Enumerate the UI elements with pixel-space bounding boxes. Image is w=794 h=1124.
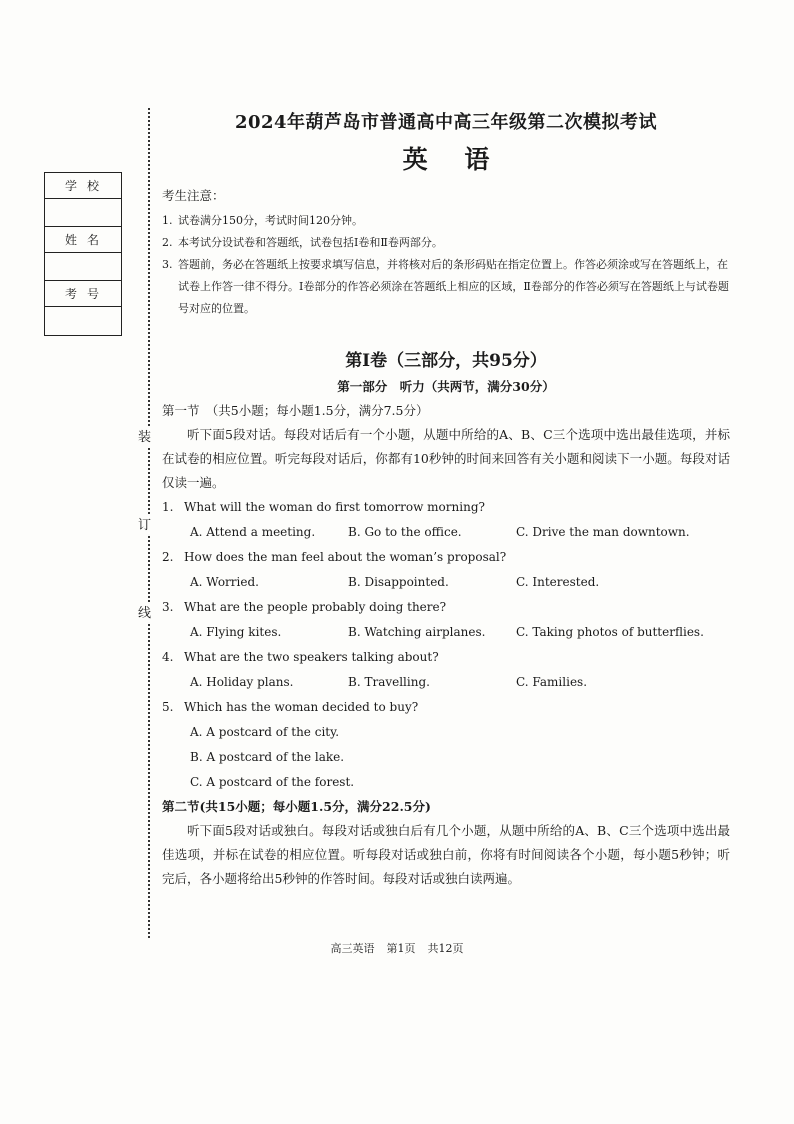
option-c: C. Drive the man downtown. (516, 525, 690, 539)
question-3 (162, 595, 730, 645)
option-a: A. Flying kites. (190, 625, 282, 639)
footer-total: 共12页 (427, 942, 464, 955)
question-text: What are the two speakers talking about? (184, 650, 439, 664)
notice-text: 试卷满分150分，考试时间120分钟。 (178, 214, 363, 227)
option-c: C. Taking photos of butterflies. (516, 625, 704, 639)
question-text: What are the people probably doing there? (184, 600, 447, 614)
option-a: A. A postcard of the city. (190, 725, 340, 739)
question-text: Which has the woman decided to buy? (184, 700, 419, 714)
footer-page: 第1页 (386, 942, 416, 955)
option-c: C. Interested. (516, 575, 600, 589)
section2-instruction: 听下面5段对话或独白。每段对话或独白后有几个小题，从题中所给的A、B、C三个选项中选出最佳选项，并标在试卷的相应位置。听每段对话或独白前，你将有时间阅读各个小题，每小题5秒钟；听完后，各小题将给出5秒钟的作答时间。每段对话或独白读两遍。 (162, 823, 730, 886)
option-b: B. Watching airplanes. (348, 625, 486, 639)
notice-item (162, 210, 730, 232)
option-a: A. Worried. (190, 575, 259, 589)
notice-num: 3. (162, 258, 173, 271)
section2-title: 第二节(共15小题；每小题1.5分，满分22.5分) (162, 799, 431, 814)
question-4 (162, 645, 730, 695)
name-blank[interactable] (45, 253, 121, 281)
volume-title: 第Ⅰ卷（三部分，共95分） (345, 351, 547, 371)
question-number: 5. (162, 700, 174, 714)
question-number: 3. (162, 600, 174, 614)
page-footer (0, 940, 794, 956)
option-a: A. Holiday plans. (190, 675, 294, 689)
notice-text: 本考试分设试卷和答题纸，试卷包括Ⅰ卷和Ⅱ卷两部分。 (178, 236, 443, 249)
notice-num: 2. (162, 236, 173, 249)
option-a: A. Attend a meeting. (190, 525, 316, 539)
question-number: 4. (162, 650, 174, 664)
part-title: 第一部分 听力（共两节，满分30分） (337, 379, 555, 394)
section1-title: 第一节 （共5小题；每小题1.5分，满分7.5分） (162, 403, 429, 418)
option-b: B. Disappointed. (348, 575, 449, 589)
notice-item (162, 232, 730, 254)
question-number: 2. (162, 550, 174, 564)
option-b: B. Travelling. (348, 675, 430, 689)
id-label: 考号 (45, 281, 121, 307)
question-text: What will the woman do first tomorrow morning? (184, 500, 485, 514)
school-label: 学校 (45, 173, 121, 199)
binding-mark-xian: 线 (138, 604, 151, 624)
name-label: 姓名 (45, 227, 121, 253)
question-1 (162, 495, 730, 545)
option-c: C. Families. (516, 675, 588, 689)
notice-heading: 考生注意： (162, 188, 225, 203)
question-5 (162, 695, 730, 795)
notice-item (162, 254, 730, 320)
student-info-box (44, 172, 122, 336)
option-c: C. A postcard of the forest. (190, 775, 355, 789)
binding-mark-ding: 订 (138, 516, 151, 536)
exam-title: 2024年葫芦岛市普通高中高三年级第二次模拟考试 (234, 112, 658, 133)
id-blank[interactable] (45, 307, 121, 335)
section1-instruction: 听下面5段对话。每段对话后有一个小题，从题中所给的A、B、C三个选项中选出最佳选项，并标在试卷的相应位置。听完每段对话后，你都有10秒钟的时间来回答有关小题和阅读下一小题。每段对话仅读一遍。 (162, 427, 730, 490)
subject-title: 英 语 (402, 145, 504, 174)
school-blank[interactable] (45, 199, 121, 227)
exam-content (162, 108, 730, 891)
option-b: B. A postcard of the lake. (190, 750, 345, 764)
footer-subject: 高三英语 (330, 942, 375, 955)
notice-text: 答题前，务必在答题纸上按要求填写信息，并将核对后的条形码贴在指定位置上。作答必须涂或写在答题纸上，在试卷上作答一律不得分。Ⅰ卷部分的作答必须涂在答题纸上相应的区域，Ⅱ卷部分的作答必须写在答题纸上与试卷题号对应的位置。 (178, 258, 729, 315)
option-b: B. Go to the office. (348, 525, 462, 539)
question-number: 1. (162, 500, 174, 514)
question-text: How does the man feel about the woman’s proposal? (184, 550, 507, 564)
notice-num: 1. (162, 214, 173, 227)
question-2 (162, 545, 730, 595)
binding-mark-zhuang: 装 (138, 428, 151, 448)
